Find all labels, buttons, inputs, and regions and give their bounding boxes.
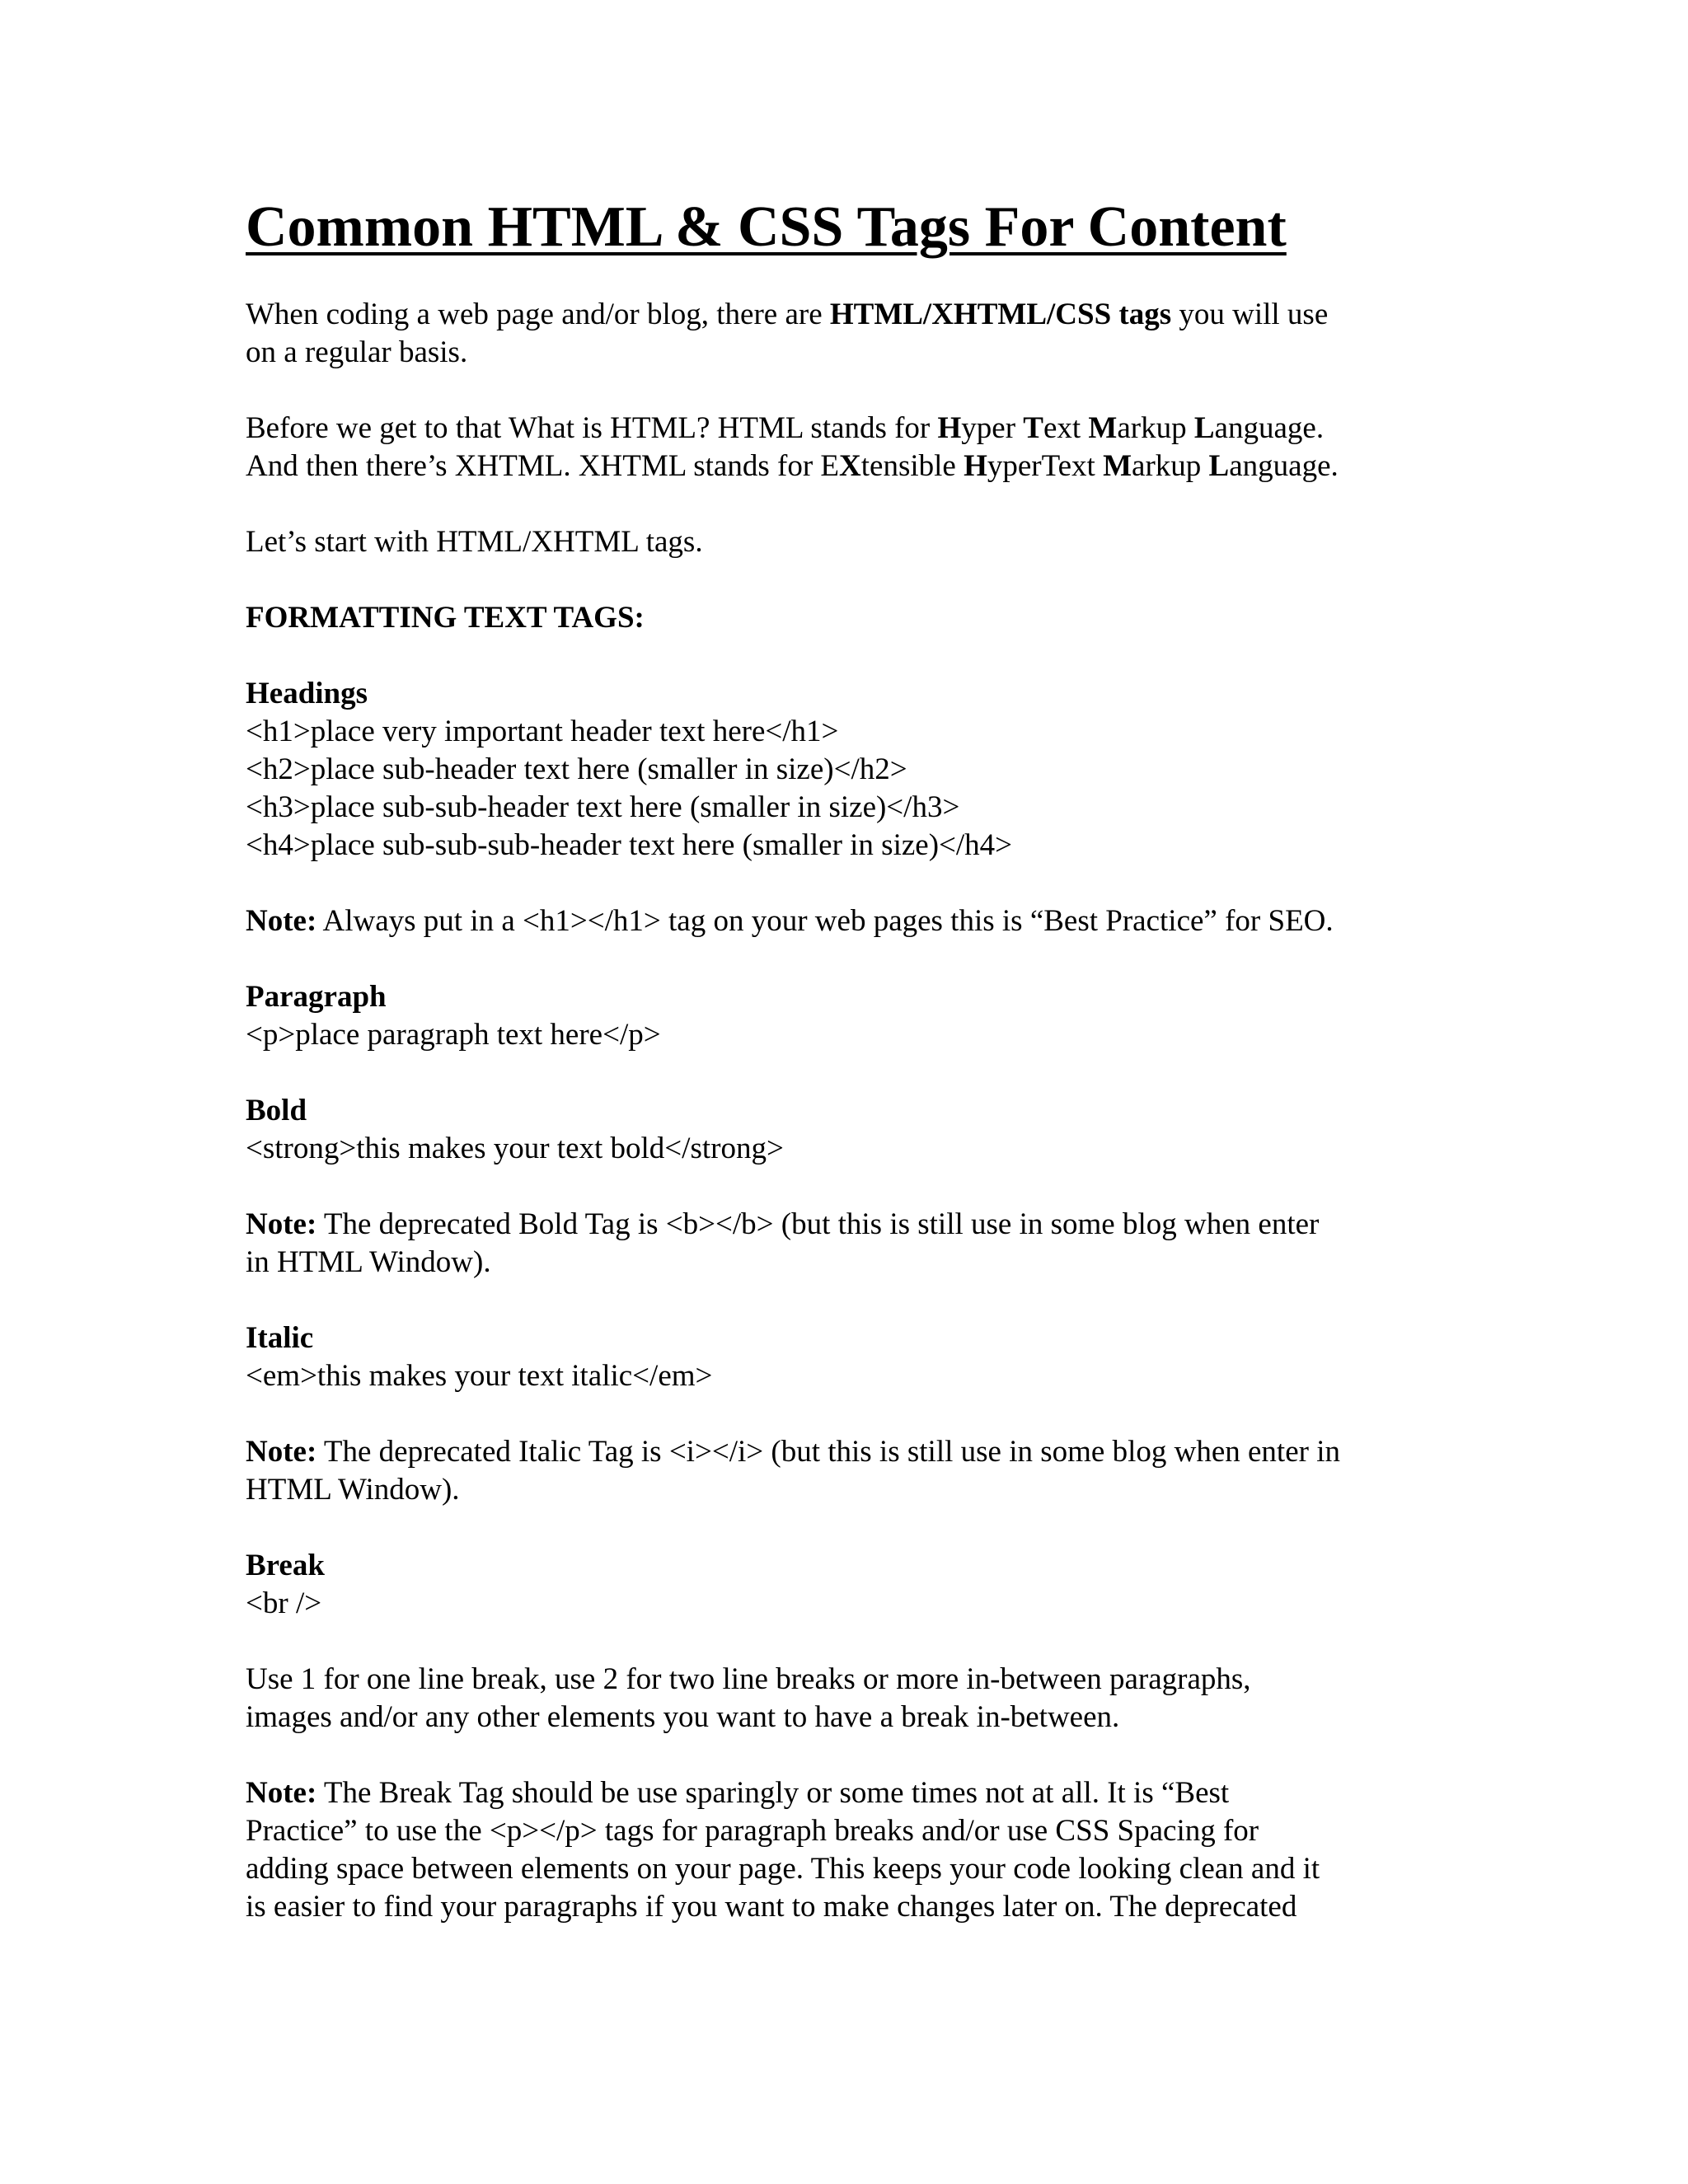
break-label: Break — [246, 1549, 325, 1582]
definition-text: anguage. — [1214, 411, 1325, 445]
note-break-line-3: adding space between elements on your page. This keeps your code looking clean and it — [246, 1852, 1320, 1886]
italic-label: Italic — [246, 1321, 314, 1355]
definition-letter: L — [1208, 449, 1230, 483]
note-italic-line-1 — [246, 1433, 1465, 1471]
note-text: The deprecated Bold Tag is <b></b> (but this is still use in some blog when enter — [316, 1207, 1320, 1241]
note-bold-paragraph — [246, 1206, 1465, 1282]
italic-block — [246, 1319, 1465, 1395]
definitions-paragraph — [246, 410, 1465, 485]
note-italic-paragraph — [246, 1433, 1465, 1509]
note-text: The deprecated Italic Tag is <i></i> (but this is still use in some blog when enter in — [316, 1435, 1340, 1469]
code-line-strong: <strong>this makes your text bold</strong> — [246, 1132, 784, 1165]
code-line-em: <em>this makes your text italic</em> — [246, 1359, 713, 1393]
intro-text: you will use — [1171, 298, 1329, 331]
headings-label: Headings — [246, 677, 368, 710]
note-label: Note: — [246, 1207, 317, 1241]
page-title: Common HTML & CSS Tags For Content — [246, 195, 1287, 259]
definition-text: yperText — [987, 449, 1104, 483]
note-h1-line — [246, 902, 1465, 940]
break-usage-line-2: images and/or any other elements you want to have a break in-between. — [246, 1700, 1120, 1734]
note-break-paragraph — [246, 1774, 1465, 1926]
start-paragraph — [246, 523, 1465, 561]
bold-block — [246, 1092, 1465, 1168]
section-heading-block — [246, 599, 1465, 637]
code-line-br: <br /> — [246, 1586, 322, 1620]
intro-line-1 — [246, 296, 1465, 334]
code-line-h1: <h1>place very important header text here</h1> — [246, 715, 839, 748]
definition-text: yper — [961, 411, 1024, 445]
note-text: The Break Tag should be use sparingly or some times not at all. It is “Best — [316, 1776, 1230, 1810]
definition-text: tensible — [860, 449, 964, 483]
definition-text: Before we get to that What is HTML? HTML stands for — [246, 411, 938, 445]
definition-letter: H — [937, 411, 962, 445]
code-line-h3: <h3>place sub-sub-header text here (smaller in size)</h3> — [246, 790, 960, 824]
paragraph-block — [246, 978, 1465, 1054]
code-line-h2: <h2>place sub-header text here (smaller in size)</h2> — [246, 752, 907, 786]
definition-letter: L — [1193, 411, 1215, 445]
code-line-h4: <h4>place sub-sub-sub-header text here (smaller in size)</h4> — [246, 828, 1013, 862]
intro-text: When coding a web page and/or blog, there are — [246, 298, 830, 331]
note-label: Note: — [246, 904, 317, 938]
definition-text: arkup — [1132, 449, 1209, 483]
html-definition-line — [246, 410, 1465, 448]
intro-bold-text: HTML/XHTML/CSS tags — [829, 298, 1172, 331]
definition-letter: X — [839, 449, 861, 483]
note-label: Note: — [246, 1435, 317, 1469]
paragraph-label: Paragraph — [246, 980, 387, 1014]
section-heading: FORMATTING TEXT TAGS: — [246, 601, 645, 635]
definition-text: And then there’s XHTML. XHTML stands for E — [246, 449, 840, 483]
note-h1-paragraph — [246, 902, 1465, 940]
break-usage-paragraph — [246, 1661, 1465, 1736]
definition-letter: M — [1088, 411, 1118, 445]
definition-letter: H — [964, 449, 987, 483]
definition-letter: M — [1103, 449, 1132, 483]
code-line-p: <p>place paragraph text here</p> — [246, 1018, 661, 1052]
note-italic-line-2: HTML Window). — [246, 1473, 460, 1507]
definition-text: ext — [1043, 411, 1089, 445]
break-usage-line-1: Use 1 for one line break, use 2 for two line breaks or more in-between paragraphs, — [246, 1662, 1251, 1696]
document-page — [246, 194, 1465, 1964]
bold-label: Bold — [246, 1094, 307, 1127]
start-line: Let’s start with HTML/XHTML tags. — [246, 525, 703, 559]
note-bold-line-2: in HTML Window). — [246, 1245, 491, 1279]
note-label: Note: — [246, 1776, 317, 1810]
definition-letter: T — [1023, 411, 1043, 445]
definition-text: anguage. — [1229, 449, 1339, 483]
note-break-line-2: Practice” to use the <p></p> tags for paragraph breaks and/or use CSS Spacing for — [246, 1814, 1259, 1848]
break-block — [246, 1547, 1465, 1623]
definition-text: arkup — [1117, 411, 1194, 445]
xhtml-definition-line — [246, 448, 1465, 485]
note-break-line-4: is easier to find your paragraphs if you want to make changes later on. The deprecated — [246, 1890, 1297, 1924]
intro-line-2: on a regular basis. — [246, 335, 468, 369]
note-bold-line-1 — [246, 1206, 1465, 1244]
note-text: Always put in a <h1></h1> tag on your web pages this is “Best Practice” for SEO. — [316, 904, 1334, 938]
headings-block — [246, 675, 1465, 865]
note-break-line-1 — [246, 1774, 1465, 1812]
intro-paragraph — [246, 296, 1465, 372]
